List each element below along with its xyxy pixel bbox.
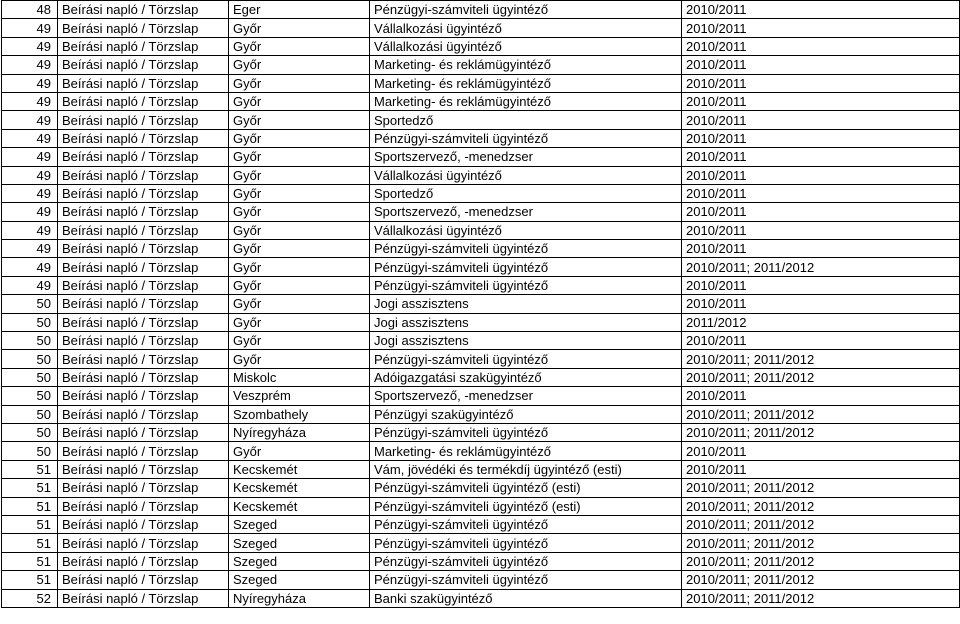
row-number-cell: 49 bbox=[2, 74, 58, 92]
school-year-cell: 2010/2011 bbox=[682, 129, 960, 147]
table-row bbox=[2, 37, 960, 55]
city-cell: Győr bbox=[229, 203, 370, 221]
table-row bbox=[2, 589, 960, 607]
row-number-cell: 49 bbox=[2, 240, 58, 258]
school-year-cell: 2010/2011 bbox=[682, 37, 960, 55]
source-cell: Beírási napló / Törzslap bbox=[58, 387, 229, 405]
row-number-cell: 49 bbox=[2, 129, 58, 147]
row-number-cell: 49 bbox=[2, 221, 58, 239]
row-number-cell: 49 bbox=[2, 148, 58, 166]
school-year-cell: 2010/2011 bbox=[682, 240, 960, 258]
qualification-cell: Pénzügyi szakügyintéző bbox=[370, 405, 682, 423]
table-row bbox=[2, 111, 960, 129]
school-year-cell: 2010/2011; 2011/2012 bbox=[682, 479, 960, 497]
city-cell: Veszprém bbox=[229, 387, 370, 405]
source-cell: Beírási napló / Törzslap bbox=[58, 552, 229, 570]
school-year-cell: 2010/2011 bbox=[682, 184, 960, 202]
qualification-cell: Pénzügyi-számviteli ügyintéző bbox=[370, 258, 682, 276]
row-number-cell: 50 bbox=[2, 332, 58, 350]
city-cell: Szeged bbox=[229, 552, 370, 570]
table-row bbox=[2, 534, 960, 552]
qualification-cell: Banki szakügyintéző bbox=[370, 589, 682, 607]
row-number-cell: 49 bbox=[2, 111, 58, 129]
city-cell: Kecskemét bbox=[229, 479, 370, 497]
table-row bbox=[2, 92, 960, 110]
row-number-cell: 50 bbox=[2, 387, 58, 405]
table-row bbox=[2, 184, 960, 202]
source-cell: Beírási napló / Törzslap bbox=[58, 221, 229, 239]
qualification-cell: Marketing- és reklámügyintéző bbox=[370, 442, 682, 460]
table-row bbox=[2, 295, 960, 313]
table-row bbox=[2, 56, 960, 74]
qualification-cell: Pénzügyi-számviteli ügyintéző bbox=[370, 129, 682, 147]
school-year-cell: 2010/2011; 2011/2012 bbox=[682, 589, 960, 607]
qualification-cell: Marketing- és reklámügyintéző bbox=[370, 74, 682, 92]
table-row bbox=[2, 1, 960, 19]
city-cell: Győr bbox=[229, 148, 370, 166]
row-number-cell: 52 bbox=[2, 589, 58, 607]
qualification-cell: Sportedző bbox=[370, 111, 682, 129]
source-cell: Beírási napló / Törzslap bbox=[58, 405, 229, 423]
source-cell: Beírási napló / Törzslap bbox=[58, 37, 229, 55]
city-cell: Nyíregyháza bbox=[229, 589, 370, 607]
table-row bbox=[2, 423, 960, 441]
table-row bbox=[2, 460, 960, 478]
records-table-body bbox=[2, 1, 960, 608]
table-row bbox=[2, 515, 960, 533]
source-cell: Beírási napló / Törzslap bbox=[58, 92, 229, 110]
table-row bbox=[2, 129, 960, 147]
table-row bbox=[2, 387, 960, 405]
school-year-cell: 2010/2011 bbox=[682, 442, 960, 460]
source-cell: Beírási napló / Törzslap bbox=[58, 479, 229, 497]
table-row bbox=[2, 442, 960, 460]
source-cell: Beírási napló / Törzslap bbox=[58, 129, 229, 147]
school-year-cell: 2010/2011 bbox=[682, 221, 960, 239]
qualification-cell: Pénzügyi-számviteli ügyintéző (esti) bbox=[370, 479, 682, 497]
source-cell: Beírási napló / Törzslap bbox=[58, 1, 229, 19]
row-number-cell: 50 bbox=[2, 405, 58, 423]
school-year-cell: 2010/2011; 2011/2012 bbox=[682, 515, 960, 533]
row-number-cell: 49 bbox=[2, 184, 58, 202]
qualification-cell: Pénzügyi-számviteli ügyintéző bbox=[370, 1, 682, 19]
row-number-cell: 50 bbox=[2, 350, 58, 368]
city-cell: Győr bbox=[229, 332, 370, 350]
source-cell: Beírási napló / Törzslap bbox=[58, 240, 229, 258]
source-cell: Beírási napló / Törzslap bbox=[58, 166, 229, 184]
qualification-cell: Sportedző bbox=[370, 184, 682, 202]
records-table bbox=[1, 0, 960, 608]
city-cell: Győr bbox=[229, 350, 370, 368]
city-cell: Győr bbox=[229, 37, 370, 55]
city-cell: Győr bbox=[229, 184, 370, 202]
city-cell: Győr bbox=[229, 19, 370, 37]
qualification-cell: Vállalkozási ügyintéző bbox=[370, 166, 682, 184]
row-number-cell: 49 bbox=[2, 37, 58, 55]
table-row bbox=[2, 19, 960, 37]
city-cell: Kecskemét bbox=[229, 497, 370, 515]
school-year-cell: 2010/2011; 2011/2012 bbox=[682, 368, 960, 386]
source-cell: Beírási napló / Törzslap bbox=[58, 203, 229, 221]
school-year-cell: 2010/2011; 2011/2012 bbox=[682, 534, 960, 552]
row-number-cell: 50 bbox=[2, 313, 58, 331]
table-row bbox=[2, 313, 960, 331]
source-cell: Beírási napló / Törzslap bbox=[58, 148, 229, 166]
qualification-cell: Marketing- és reklámügyintéző bbox=[370, 92, 682, 110]
row-number-cell: 49 bbox=[2, 166, 58, 184]
qualification-cell: Vám, jövédéki és termékdíj ügyintéző (esti) bbox=[370, 460, 682, 478]
school-year-cell: 2010/2011 bbox=[682, 387, 960, 405]
city-cell: Győr bbox=[229, 74, 370, 92]
table-row bbox=[2, 479, 960, 497]
city-cell: Győr bbox=[229, 56, 370, 74]
row-number-cell: 51 bbox=[2, 571, 58, 589]
city-cell: Győr bbox=[229, 258, 370, 276]
city-cell: Miskolc bbox=[229, 368, 370, 386]
qualification-cell: Pénzügyi-számviteli ügyintéző bbox=[370, 515, 682, 533]
row-number-cell: 50 bbox=[2, 423, 58, 441]
school-year-cell: 2010/2011; 2011/2012 bbox=[682, 405, 960, 423]
source-cell: Beírási napló / Törzslap bbox=[58, 350, 229, 368]
source-cell: Beírási napló / Törzslap bbox=[58, 497, 229, 515]
source-cell: Beírási napló / Törzslap bbox=[58, 258, 229, 276]
city-cell: Győr bbox=[229, 240, 370, 258]
city-cell: Szeged bbox=[229, 515, 370, 533]
source-cell: Beírási napló / Törzslap bbox=[58, 515, 229, 533]
city-cell: Nyíregyháza bbox=[229, 423, 370, 441]
school-year-cell: 2010/2011 bbox=[682, 56, 960, 74]
source-cell: Beírási napló / Törzslap bbox=[58, 295, 229, 313]
school-year-cell: 2010/2011 bbox=[682, 148, 960, 166]
row-number-cell: 49 bbox=[2, 19, 58, 37]
school-year-cell: 2010/2011 bbox=[682, 1, 960, 19]
source-cell: Beírási napló / Törzslap bbox=[58, 332, 229, 350]
city-cell: Győr bbox=[229, 276, 370, 294]
row-number-cell: 51 bbox=[2, 497, 58, 515]
row-number-cell: 50 bbox=[2, 368, 58, 386]
source-cell: Beírási napló / Törzslap bbox=[58, 74, 229, 92]
source-cell: Beírási napló / Törzslap bbox=[58, 460, 229, 478]
row-number-cell: 49 bbox=[2, 276, 58, 294]
table-row bbox=[2, 276, 960, 294]
table-row bbox=[2, 405, 960, 423]
table-row bbox=[2, 74, 960, 92]
qualification-cell: Adóigazgatási szakügyintéző bbox=[370, 368, 682, 386]
school-year-cell: 2010/2011 bbox=[682, 19, 960, 37]
city-cell: Győr bbox=[229, 129, 370, 147]
row-number-cell: 51 bbox=[2, 460, 58, 478]
city-cell: Győr bbox=[229, 221, 370, 239]
school-year-cell: 2010/2011 bbox=[682, 166, 960, 184]
school-year-cell: 2010/2011 bbox=[682, 111, 960, 129]
city-cell: Szeged bbox=[229, 571, 370, 589]
table-row bbox=[2, 166, 960, 184]
city-cell: Győr bbox=[229, 295, 370, 313]
school-year-cell: 2011/2012 bbox=[682, 313, 960, 331]
source-cell: Beírási napló / Törzslap bbox=[58, 184, 229, 202]
qualification-cell: Pénzügyi-számviteli ügyintéző bbox=[370, 571, 682, 589]
qualification-cell: Pénzügyi-számviteli ügyintéző bbox=[370, 276, 682, 294]
source-cell: Beírási napló / Törzslap bbox=[58, 368, 229, 386]
qualification-cell: Jogi asszisztens bbox=[370, 313, 682, 331]
school-year-cell: 2010/2011 bbox=[682, 74, 960, 92]
school-year-cell: 2010/2011 bbox=[682, 203, 960, 221]
table-row bbox=[2, 552, 960, 570]
qualification-cell: Vállalkozási ügyintéző bbox=[370, 37, 682, 55]
source-cell: Beírási napló / Törzslap bbox=[58, 571, 229, 589]
row-number-cell: 51 bbox=[2, 479, 58, 497]
row-number-cell: 51 bbox=[2, 515, 58, 533]
row-number-cell: 50 bbox=[2, 295, 58, 313]
row-number-cell: 51 bbox=[2, 534, 58, 552]
city-cell: Kecskemét bbox=[229, 460, 370, 478]
school-year-cell: 2010/2011; 2011/2012 bbox=[682, 350, 960, 368]
qualification-cell: Sportszervező, -menedzser bbox=[370, 203, 682, 221]
source-cell: Beírási napló / Törzslap bbox=[58, 423, 229, 441]
table-row bbox=[2, 240, 960, 258]
city-cell: Győr bbox=[229, 166, 370, 184]
table-row bbox=[2, 148, 960, 166]
qualification-cell: Sportszervező, -menedzser bbox=[370, 387, 682, 405]
row-number-cell: 49 bbox=[2, 92, 58, 110]
school-year-cell: 2010/2011 bbox=[682, 92, 960, 110]
city-cell: Eger bbox=[229, 1, 370, 19]
city-cell: Győr bbox=[229, 92, 370, 110]
table-row bbox=[2, 368, 960, 386]
school-year-cell: 2010/2011 bbox=[682, 276, 960, 294]
qualification-cell: Jogi asszisztens bbox=[370, 332, 682, 350]
source-cell: Beírási napló / Törzslap bbox=[58, 442, 229, 460]
row-number-cell: 49 bbox=[2, 56, 58, 74]
row-number-cell: 49 bbox=[2, 258, 58, 276]
school-year-cell: 2010/2011 bbox=[682, 460, 960, 478]
source-cell: Beírási napló / Törzslap bbox=[58, 19, 229, 37]
source-cell: Beírási napló / Törzslap bbox=[58, 111, 229, 129]
city-cell: Győr bbox=[229, 313, 370, 331]
table-row bbox=[2, 221, 960, 239]
source-cell: Beírási napló / Törzslap bbox=[58, 276, 229, 294]
qualification-cell: Pénzügyi-számviteli ügyintéző bbox=[370, 350, 682, 368]
qualification-cell: Jogi asszisztens bbox=[370, 295, 682, 313]
school-year-cell: 2010/2011; 2011/2012 bbox=[682, 552, 960, 570]
school-year-cell: 2010/2011 bbox=[682, 332, 960, 350]
row-number-cell: 49 bbox=[2, 203, 58, 221]
table-row bbox=[2, 571, 960, 589]
school-year-cell: 2010/2011; 2011/2012 bbox=[682, 497, 960, 515]
qualification-cell: Pénzügyi-számviteli ügyintéző bbox=[370, 534, 682, 552]
table-row bbox=[2, 350, 960, 368]
school-year-cell: 2010/2011 bbox=[682, 295, 960, 313]
table-row bbox=[2, 497, 960, 515]
table-row bbox=[2, 332, 960, 350]
row-number-cell: 51 bbox=[2, 552, 58, 570]
qualification-cell: Vállalkozási ügyintéző bbox=[370, 19, 682, 37]
school-year-cell: 2010/2011; 2011/2012 bbox=[682, 423, 960, 441]
source-cell: Beírási napló / Törzslap bbox=[58, 589, 229, 607]
qualification-cell: Marketing- és reklámügyintéző bbox=[370, 56, 682, 74]
city-cell: Győr bbox=[229, 442, 370, 460]
qualification-cell: Sportszervező, -menedzser bbox=[370, 148, 682, 166]
table-row bbox=[2, 203, 960, 221]
qualification-cell: Pénzügyi-számviteli ügyintéző bbox=[370, 552, 682, 570]
source-cell: Beírási napló / Törzslap bbox=[58, 534, 229, 552]
qualification-cell: Pénzügyi-számviteli ügyintéző bbox=[370, 240, 682, 258]
qualification-cell: Pénzügyi-számviteli ügyintéző (esti) bbox=[370, 497, 682, 515]
city-cell: Szeged bbox=[229, 534, 370, 552]
qualification-cell: Pénzügyi-számviteli ügyintéző bbox=[370, 423, 682, 441]
city-cell: Győr bbox=[229, 111, 370, 129]
row-number-cell: 50 bbox=[2, 442, 58, 460]
source-cell: Beírási napló / Törzslap bbox=[58, 313, 229, 331]
school-year-cell: 2010/2011; 2011/2012 bbox=[682, 571, 960, 589]
row-number-cell: 48 bbox=[2, 1, 58, 19]
table-row bbox=[2, 258, 960, 276]
qualification-cell: Vállalkozási ügyintéző bbox=[370, 221, 682, 239]
source-cell: Beírási napló / Törzslap bbox=[58, 56, 229, 74]
school-year-cell: 2010/2011; 2011/2012 bbox=[682, 258, 960, 276]
city-cell: Szombathely bbox=[229, 405, 370, 423]
